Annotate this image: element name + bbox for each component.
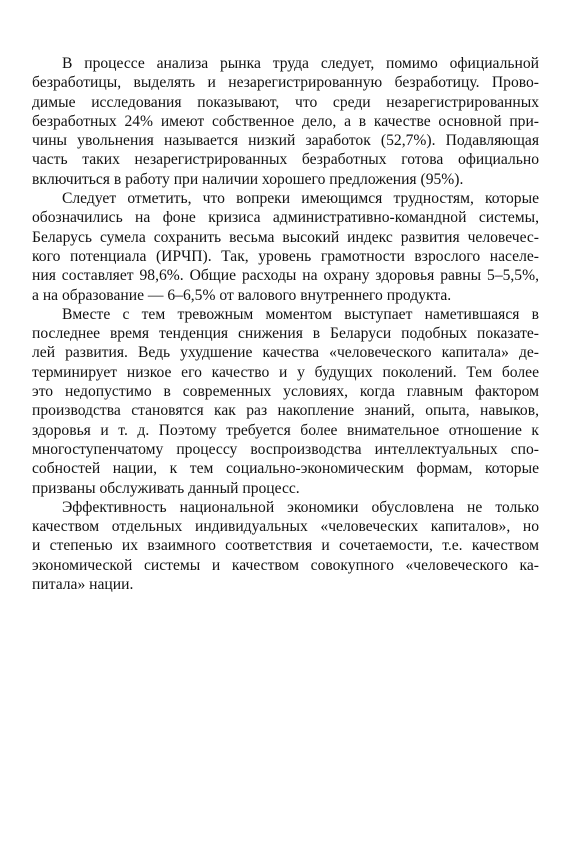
paragraph-4: [32, 498, 539, 594]
text-line: безработицы, выделять и незарегистрированную безработицу. Прово-: [32, 74, 539, 92]
document-page: [32, 54, 539, 594]
text-line: включиться в работу при наличии хорошего предложения (95%).: [32, 170, 464, 188]
text-line: это недопустимо в современных условиях, когда главным фактором: [32, 383, 539, 401]
text-line: В процессе анализа рынка труда следует, помимо официальной: [62, 55, 539, 72]
text-line: Эффективность национальной экономики обусловлена не только: [62, 498, 539, 516]
text-line: здоровья и т. д. Поэтому требуется более внимательное отношение к: [32, 421, 539, 439]
text-line: Беларусь сумела сохранить весьма высокий индекс развития человечес-: [32, 228, 539, 246]
text-line: кого потенциала (ИРЧП). Так, уровень грамотности взрослого населе-: [32, 247, 539, 265]
text-line: Следует отметить, что вопреки имеющимся трудностям, которые: [62, 190, 539, 208]
text-line: терминирует низкое его качество и у будущих поколений. Тем более: [32, 363, 539, 381]
text-line: призваны обслуживать данный процесс.: [32, 479, 300, 497]
text-line: последнее время тенденция снижения в Беларуси подобных показате-: [32, 325, 539, 343]
text-line: а на образование — 6–6,5% от валового внутреннего продукта.: [32, 286, 452, 304]
text-line: Вместе с тем тревожным моментом выступает наметившаяся в: [62, 305, 539, 323]
text-line: собностей нации, к тем социально-экономическим формам, которые: [32, 460, 539, 478]
text-line: экономической системы и качеством совокупного «человеческого ка-: [32, 556, 539, 574]
text-line: ния составляет 98,6%. Общие расходы на охрану здоровья равны 5–5,5%,: [32, 267, 539, 285]
text-line: лей развития. Ведь ухудшение качества «человеческого капитала» де-: [32, 344, 539, 362]
text-line: качеством отдельных индивидуальных «человеческих капиталов», но: [32, 518, 539, 536]
paragraph-3: [32, 305, 539, 498]
paragraph-2: [32, 189, 539, 305]
text-line: безработных 24% имеют собственное дело, а в качестве основной при-: [32, 112, 539, 130]
text-line: димые исследования показывают, что среди незарегистрированных: [32, 93, 539, 111]
text-line: питала» нации.: [32, 576, 134, 594]
text-line: и степенью их взаимного соответствия и сочетаемости, т.е. качеством: [32, 537, 539, 555]
text-line: обозначились на фоне кризиса административно-командной системы,: [32, 209, 539, 227]
text-line: многоступенчатому процессу воспроизводства интеллектуальных спо-: [32, 440, 539, 458]
text-line: производства становятся как раз накопление знаний, опыта, навыков,: [32, 402, 539, 420]
paragraph-1: [32, 54, 539, 189]
text-line: чины увольнения называется низкий заработок (52,7%). Подавляющая: [32, 132, 539, 150]
text-line: часть таких незарегистрированных безработных готова официально: [32, 151, 539, 169]
